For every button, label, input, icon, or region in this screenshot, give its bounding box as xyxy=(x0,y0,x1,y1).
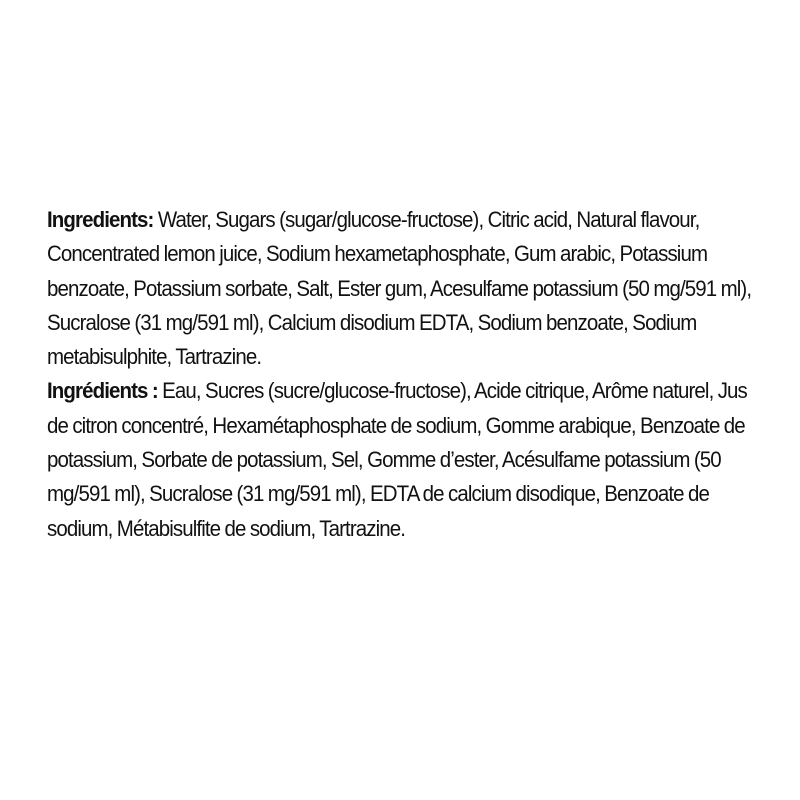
ingredients-french-text: Eau, Sucres (sucre/glucose-fructose), Acide citrique, Arôme naturel, Jus de citron concentré, Hexamétaphosphate de sodium, Gomme arabique, Benzoate de potassium, Sorbate de potassium, Sel, Gomme d’ester, Acésulfame potassium (50 mg/591 ml), Sucralose (31 mg/591 ml), EDTA de calcium disodique, Benzoate de sodium, Métabisulfite de sodium, Tartrazine. xyxy=(47,378,747,541)
ingredients-english-heading: Ingredients: xyxy=(47,207,154,232)
ingredients-french-heading: Ingrédients : xyxy=(47,378,158,404)
ingredients-french xyxy=(47,374,763,545)
ingredients-english xyxy=(47,203,763,374)
ingredients-label xyxy=(47,203,767,546)
ingredients-english-text: Water, Sugars (sugar/glucose-fructose), Citric acid, Natural flavour, Concentrated lemon juice, Sodium hexametaphosphate, Gum arabic, Potassium benzoate, Potassium sorbate, Salt, Ester gum, Acesulfame potassium (50 mg/591 ml), Sucralose (31 mg/591 ml), Calcium disodium EDTA, Sodium benzoate, Sodium metabisulphite, Tartrazine. xyxy=(47,207,752,370)
